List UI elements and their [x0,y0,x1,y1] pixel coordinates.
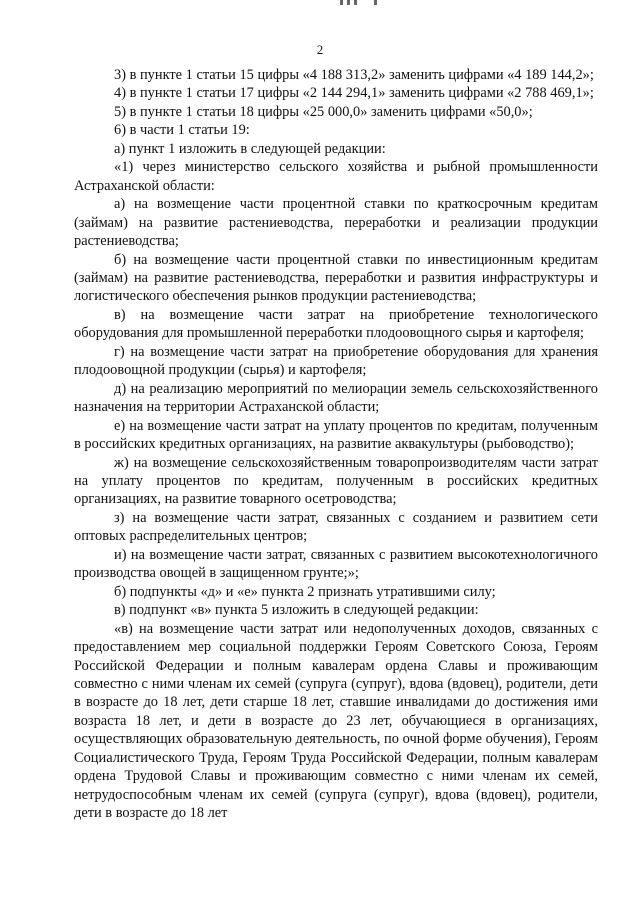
paragraph: е) на возмещение части затрат на уплату процентов по кредитам, полученным в российских кредитных организациях, на развитие аквакультуры (рыбоводство); [74,417,598,453]
document-body [74,66,598,823]
scan-mark [374,0,377,5]
paragraph: 5) в пункте 1 статьи 18 цифры «25 000,0» заменить цифрами «50,0»; [114,103,533,120]
paragraph: а) пункт 1 изложить в следующей редакции: [114,140,386,157]
scan-mark [340,0,343,5]
paragraph: ж) на возмещение сельскохозяйственным товаропроизводителям части затрат на уплату процентов по кредитам, полученным в российских кредитных организациях, на развитие товарного осетроводства; [74,454,598,508]
paragraph: з) на возмещение части затрат, связанных с созданием и развитием сети оптовых распределительных центров; [74,509,598,545]
paragraph: 3) в пункте 1 статьи 15 цифры «4 188 313,2» заменить цифрами «4 189 144,2»; [114,67,594,83]
page-number: 2 [316,42,324,57]
paragraph: 4) в пункте 1 статьи 17 цифры «2 144 294,1» заменить цифрами «2 788 469,1»; [114,85,594,102]
paragraph: и) на возмещение части затрат, связанных с развитием высокотехнологичного производства овощей в защищенном грунте;»; [74,546,598,582]
paragraph: б) на возмещение части процентной ставки по инвестиционным кредитам (займам) на развитие растениеводства, переработки и развития инфраструктуры и логистического обеспечения рынков продукции растениеводства; [74,251,598,305]
paragraph: г) на возмещение части затрат на приобретение оборудования для хранения плодоовощной продукции (сырья) и картофеля; [74,343,598,379]
paragraph: «1) через министерство сельского хозяйства и рыбной промышленности Астраханской области: [74,159,598,194]
paragraph: б) подпункты «д» и «е» пункта 2 признать утратившими силу; [114,583,496,600]
paragraph: «в) на возмещение части затрат или недополученных доходов, связанных с предоставлением мер социальной поддержки Героям Советского Союза, Героям Российской Федерации и полным кавалерам ордена Славы и проживающим совместно с ними членам их семей (супруга (супруг), вдова (вдовец), родители, дети в возрасте до 18 лет, дети старше 18 лет, ставшие инвалидами до достижения ими возраста 18 лет, и дети в возрасте до 23 лет, обучающиеся в организациях, осуществляющих образовательную деятельность, по очной форме обучения), Героям Социалистического Труда, Героям Труда Российской Федерации, полным кавалерам ордена Трудовой Славы и проживающим совместно с ними членам их семей, нетрудоспособным членам их семей (супруга (супруг), вдова (вдовец), родители, дети в возрасте до 18 лет [74,620,598,822]
paragraph: д) на реализацию мероприятий по мелиорации земель сельскохозяйственного назначения на территории Астраханской области; [74,380,598,416]
scan-mark [347,0,350,5]
paragraph: 6) в части 1 статьи 19: [114,122,250,139]
paragraph: в) подпункт «в» пункта 5 изложить в следующей редакции: [114,602,479,619]
paragraph: в) на возмещение части затрат на приобретение технологического оборудования для промышленной переработки плодоовощного сырья и картофеля; [74,306,598,342]
scan-edge-marks [0,0,640,8]
paragraph: а) на возмещение части процентной ставки по краткосрочным кредитам (займам) на развитие растениеводства, переработки и реализации продукции растениеводства; [74,196,598,250]
scan-mark [354,0,357,5]
